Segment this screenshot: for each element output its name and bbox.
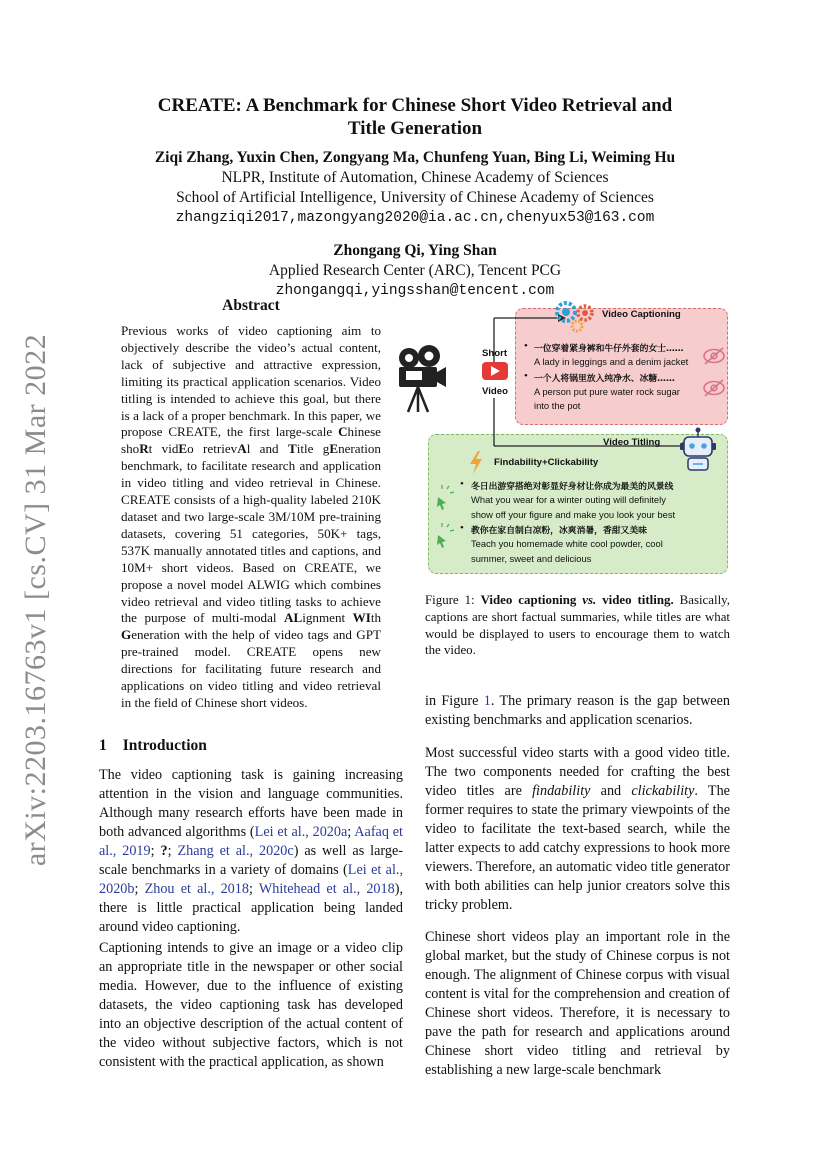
title-line-2: Title Generation bbox=[347, 118, 483, 139]
caption-2-en-a: A person put pure water rock sugar bbox=[534, 386, 680, 397]
video-label: Video bbox=[482, 386, 508, 397]
authors-group-1: Ziqi Zhang, Yuxin Chen, Zongyang Ma, Chunfeng Yuan, Bing Li, Weiming Hu bbox=[154, 149, 676, 166]
citation-whitehead-2018[interactable]: Whitehead et al., 2018 bbox=[258, 881, 395, 897]
hidden-eye-icon bbox=[704, 348, 724, 364]
authors-group-2: Zhongang Qi, Ying Shan bbox=[333, 242, 497, 259]
title-1-en-b: show off your figure and make you look your best bbox=[471, 509, 676, 520]
findability-label: Findability+Clickability bbox=[494, 457, 599, 468]
abstract-text: Previous works of video captioning aim to objectively describe the video’s actual content, lack of subjective and attractive expression, limiting its practical application scenarios. Video titling is intended to achieve this goal, but there is a lack of a proper benchmark. In this paper, we propose CREATE, the first large-scale Chinese shoRt vidEo retrievAl and Title gEneration benchmark, to facilitate research and application in video titling and video retrieval in Chinese. CREATE consists of a high-quality labeled 210K dataset and two large-scale 3M/10M pre-training datasets, covering 51 categories, 50K+ tags, 537K manually annotated titles and captions, and 10M+ short videos. Based on CREATE, we propose a novel model ALWIG which combines video retrieval and video titling tasks to achieve the purpose of multi-modal ALignment WIth Generation with the help of video tags and GPT pre-trained model. CREATE opens new directions for facilitating future research and applications on video titling and video retrieval in the field of Chinese short videos. bbox=[121, 323, 382, 710]
caption-1-en: A lady in leggings and a denim jacket bbox=[534, 356, 689, 367]
lightning-icon bbox=[470, 451, 482, 474]
video-captioning-label: Video Captioning bbox=[602, 309, 681, 320]
robot-icon bbox=[680, 428, 716, 471]
citation-lei-2020a[interactable]: Lei et al., 2020a bbox=[254, 824, 348, 840]
citation-aafaq-2019[interactable]: Aafaq et al., 2019 bbox=[99, 824, 403, 859]
hidden-eye-icon bbox=[704, 380, 724, 396]
title-1-en-a: What you wear for a winter outing will definitely bbox=[471, 494, 666, 505]
cursor-icon bbox=[437, 523, 454, 548]
abstract-heading: Abstract bbox=[222, 297, 280, 314]
citation-lei-2020b[interactable]: Lei et al., 2020b bbox=[99, 862, 403, 897]
title-line-1: CREATE: A Benchmark for Chinese Short Video Retrieval and bbox=[157, 95, 673, 116]
title-2-zh: 教你在家自制白凉粉，冰爽消暑，香甜又美味 bbox=[471, 526, 647, 536]
citation-zhou-2018[interactable]: Zhou et al., 2018 bbox=[144, 881, 249, 897]
figure-caption: Figure 1: Video captioning vs. video titling. Basically, captions are short factual summaries, while titles are what would be displayed to users to encourage them to watch the video. bbox=[425, 593, 730, 658]
caption-1-zh: 一位穿着紧身裤和牛仔外套的女士…… bbox=[534, 344, 684, 354]
camera-icon bbox=[399, 345, 446, 412]
affiliation-1b: School of Artificial Intelligence, University of Chinese Academy of Sciences bbox=[176, 189, 654, 206]
affiliation-1a: NLPR, Institute of Automation, Chinese Academy of Sciences bbox=[221, 169, 609, 186]
figure-1: Short Video Video Captioning Video Titling Findability+Clickability • 一位穿着紧身裤和牛仔外套的女士…… A lady in leggings and a denim jacket • 一个人将锅里放入纯净水、冰糖…… A person put pure water rock sugar into the pot • 冬日出游穿搭绝对彰显好身材让你成为最美的风景线 What you wear for a winter outing will definitely show off your figure and make you look your best • 教你在家自制白凉粉，冰爽消暑，香甜又美味 Teach you homemade white cool powder, cool summer, sweet and delicious bbox=[396, 296, 736, 581]
paper-title bbox=[100, 94, 730, 140]
video-titling-label: Video Titling bbox=[603, 437, 661, 448]
title-2-en-b: summer, sweet and delicious bbox=[471, 553, 592, 564]
title-2-en-a: Teach you homemade white cool powder, cool bbox=[471, 538, 663, 549]
section-title: Introduction bbox=[122, 737, 207, 754]
intro-paragraph-2: Captioning intends to give an image or a video clip an appropriate title in the newspaper or other social media. However, due to the influence of existing datasets, the video captioning task has developed into an objective description of the actual content of the video without subjective factors, which is not consistent with the practical application, as shown bbox=[99, 940, 403, 1070]
right-paragraph-1: in Figure 1. The primary reason is the gap between existing benchmarks and application scenarios. bbox=[425, 693, 730, 728]
play-button-icon bbox=[482, 362, 508, 380]
section-number: 1 bbox=[99, 737, 107, 754]
right-paragraph-3: Chinese short videos play an important role in the global market, but the study of Chinese corpus is not enough. The alignment of Chinese corpus with visual content is vital for the comprehension and creation of Chinese short videos. Therefore, it is necessary to pave the path for research and applications around Chinese short video titling and retrieval by establishing a new large-scale benchmark bbox=[425, 929, 730, 1078]
intro-paragraph-1: The video captioning task is gaining increasing attention in the vision and language communities. Although many research efforts have been made in both advanced algorithms (Lei et al., 2020a; Aafaq et al., 2019; ?; Zhang et al., 2020c) as well as large-scale benchmarks in a variety of domains (Lei et al., 2020b; Zhou et al., 2018; Whitehead et al., 2018), there is little practical application being landed around video captioning. bbox=[99, 767, 403, 935]
caption-2-zh: 一个人将锅里放入纯净水、冰糖…… bbox=[534, 374, 675, 384]
affiliation-2: Applied Research Center (ARC), Tencent PCG bbox=[268, 262, 562, 279]
arxiv-stamp bbox=[14, 240, 58, 960]
email-2: zhongangqi,yingsshan@tencent.com bbox=[275, 283, 555, 299]
section-heading bbox=[99, 737, 207, 755]
citation-zhang-2020c[interactable]: Zhang et al., 2020c bbox=[177, 843, 294, 859]
caption-2-en-b: into the pot bbox=[534, 400, 581, 411]
short-label: Short bbox=[482, 348, 508, 359]
right-paragraph-2: Most successful video starts with a good video title. The two components needed for crafting the best video titles are findability and clickability. The former requires to state the primary viewpoints of the video to facilitate the text-based search, while the latter expects to add catchy expressions to hook more viewers. Therefore, an automatic video title generator with both abilities can help junior creators solve this tricky problem. bbox=[425, 745, 730, 913]
arxiv-id: arXiv:2203.16763v1 [cs.CV] 31 Mar 2022 bbox=[19, 333, 52, 867]
title-1-zh: 冬日出游穿搭绝对彰显好身材让你成为最美的风景线 bbox=[471, 482, 674, 492]
email-1: zhangziqi2017,mazongyang2020@ia.ac.cn,chenyux53@163.com bbox=[175, 210, 655, 226]
figure-ref-1[interactable]: 1 bbox=[483, 693, 491, 709]
cursor-icon bbox=[437, 485, 454, 510]
